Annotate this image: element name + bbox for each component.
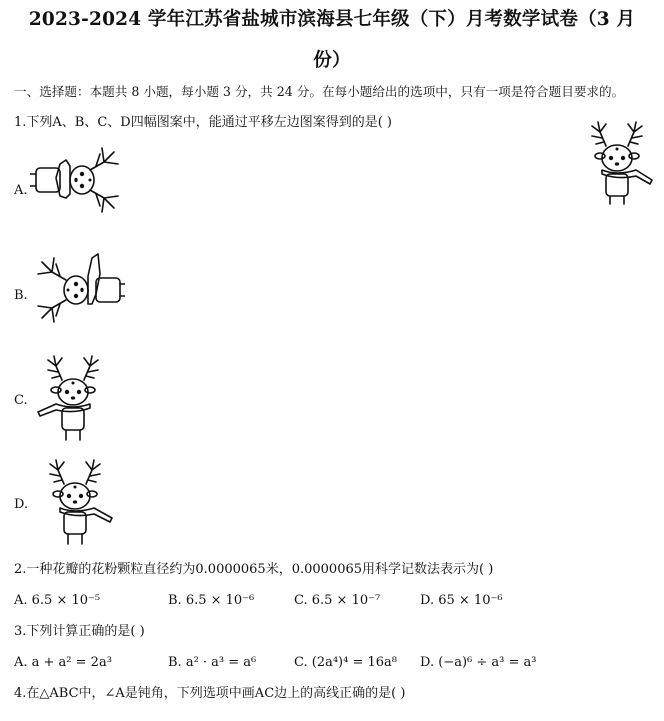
question-1-stem: 1.下列A、B、C、D四幅图案中，能通过平移左边图案得到的是( ) (14, 115, 392, 130)
option-c-deer-icon[interactable] (32, 352, 114, 444)
question-1-option-c-label: C. (14, 393, 28, 408)
option-a-deer-icon[interactable] (30, 140, 125, 220)
question-3-stem: 3.下列计算正确的是( ) (14, 624, 145, 639)
question-2-option-a[interactable]: A. 6.5 × 10⁻⁵ (14, 593, 101, 608)
question-2-option-b[interactable]: B. 6.5 × 10⁻⁶ (168, 593, 255, 608)
option-b-deer-icon[interactable] (30, 248, 125, 333)
question-2-stem: 2.一种花瓣的花粉颗粒直径约为0.0000065米，0.0000065用科学记数法表示为( ) (14, 562, 494, 577)
exam-title (0, 2, 664, 79)
section-heading: 一、选择题：本题共 8 小题，每小题 3 分，共 24 分。在每小题给出的选项中，只有一项是符合题目要求的。 (14, 84, 625, 99)
question-3-option-c[interactable]: C. (2a⁴)⁴ = 16a⁸ (294, 655, 397, 670)
exam-title-line2: 份） (313, 50, 351, 71)
question-1-option-a-label: A. (14, 183, 28, 198)
question-1-option-d-label: D. (14, 497, 29, 512)
exam-title-line1: 2023-2024 学年江苏省盐城市滨海县七年级（下）月考数学试卷（3 月 (28, 9, 636, 30)
question-3-option-b[interactable]: B. a² · a³ = a⁶ (168, 655, 257, 670)
reference-deer-icon (578, 118, 658, 208)
question-3-option-a[interactable]: A. a + a² = 2a³ (14, 655, 112, 670)
question-2-option-c[interactable]: C. 6.5 × 10⁻⁷ (294, 593, 381, 608)
option-d-deer-icon[interactable] (36, 456, 118, 548)
question-1-option-b-label: B. (14, 288, 28, 303)
question-3-option-d[interactable]: D. (−a)⁶ ÷ a³ = a³ (420, 655, 537, 670)
question-2-option-d[interactable]: D. 65 × 10⁻⁶ (420, 593, 503, 608)
question-4-stem: 4.在△ABC中，∠A是钝角，下列选项中画AC边上的高线正确的是( ) (14, 686, 406, 701)
